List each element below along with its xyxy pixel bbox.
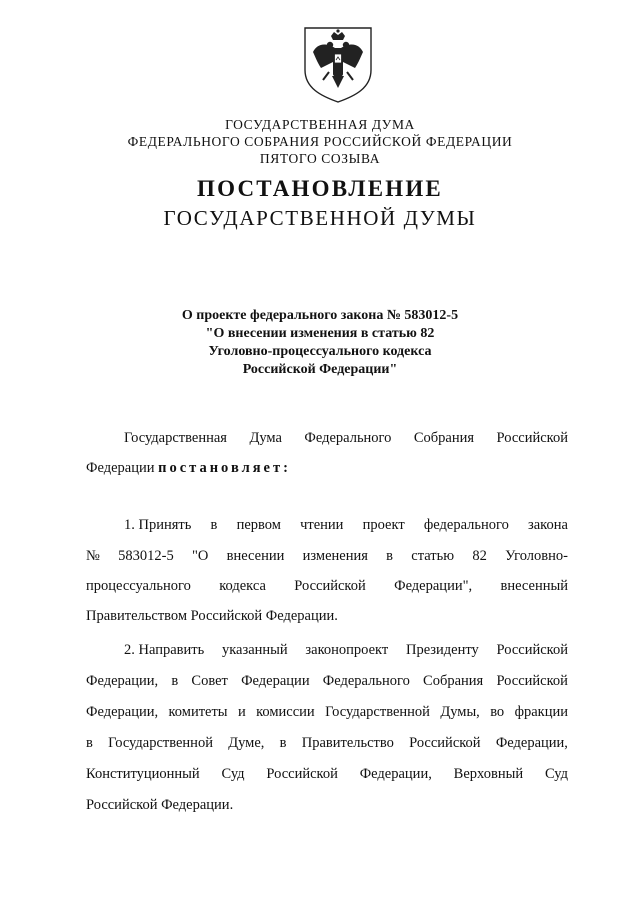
- word: Собрания: [413, 430, 475, 446]
- document-type-title: ПОСТАНОВЛЕНИЕ: [197, 176, 443, 201]
- org-name-line-2: ФЕДЕРАЛЬНОГО СОБРАНИЯ РОССИЙСКОЙ ФЕДЕРАЦИИ: [127, 134, 513, 149]
- word: процессуального: [86, 578, 191, 594]
- word: указанный: [221, 642, 288, 658]
- word: Федерации: [241, 673, 310, 689]
- word: закона: [528, 517, 568, 533]
- word: и: [237, 704, 246, 720]
- word: внесенный: [500, 578, 568, 594]
- word: Российской: [496, 673, 568, 689]
- subject-line-1: О проекте федерального закона № 583012-5: [181, 308, 459, 323]
- preamble-text: Федерации: [86, 460, 159, 476]
- preamble-line-2: [86, 459, 568, 477]
- word: изменения: [302, 548, 368, 564]
- clause-2-line-1: [124, 641, 568, 659]
- word: Государственной: [108, 735, 213, 751]
- clause-2-line-4: [86, 734, 568, 752]
- word: Федерации,: [495, 735, 568, 751]
- word: Государственная: [124, 430, 227, 446]
- clause-2-line-3: [86, 703, 568, 721]
- word: Собрания: [423, 673, 484, 689]
- word: 583012-5: [118, 548, 174, 564]
- word: в: [171, 673, 179, 689]
- coat-of-arms-icon: [299, 24, 377, 104]
- word: комиссии: [256, 704, 315, 720]
- word: в: [279, 735, 287, 751]
- word: федерального: [423, 517, 509, 533]
- word: Российской: [496, 642, 568, 658]
- org-convocation: ПЯТОГО СОЗЫВА: [259, 151, 381, 166]
- word: Российской: [496, 430, 568, 446]
- word: законопроект: [305, 642, 389, 658]
- word: Суд: [221, 766, 245, 782]
- word: комитеты: [168, 704, 228, 720]
- word: во: [490, 704, 505, 720]
- subject-line-2: "О внесении изменения в статью 82: [205, 326, 435, 341]
- clause-1-line-2: [86, 547, 568, 565]
- word: в: [210, 517, 218, 533]
- word: Федерации,: [86, 673, 159, 689]
- org-name-line-1: ГОСУДАРСТВЕННАЯ ДУМА: [225, 117, 415, 132]
- word: Дума: [249, 430, 282, 446]
- word: 2. Направить: [124, 642, 205, 658]
- word: Федерального: [322, 673, 410, 689]
- word: Совет: [191, 673, 228, 689]
- word: фракции: [514, 704, 568, 720]
- word: Федерации,: [86, 704, 159, 720]
- word: №: [86, 548, 100, 564]
- word: первом: [236, 517, 281, 533]
- word: Президенту: [405, 642, 479, 658]
- clause-1-line-3: [86, 577, 568, 595]
- word: в: [86, 735, 93, 751]
- word: в: [386, 548, 394, 564]
- decree-word: постановляет:: [158, 460, 291, 476]
- word: статью: [411, 548, 455, 564]
- preamble-line-1: [124, 429, 568, 447]
- word: 82: [472, 548, 487, 564]
- word: Думе,: [228, 735, 265, 751]
- word: 1. Принять: [124, 517, 192, 533]
- clause-2-line-2: [86, 672, 568, 690]
- word: Российской: [294, 578, 366, 594]
- word: Российской: [409, 735, 481, 751]
- word: Уголовно-: [505, 548, 568, 564]
- word: "О: [191, 548, 209, 564]
- clause-1-line-4: Правительством Российской Федерации.: [86, 608, 338, 624]
- word: внесении: [226, 548, 285, 564]
- word: Российской: [266, 766, 338, 782]
- word: Федерации",: [394, 578, 473, 594]
- word: кодекса: [219, 578, 266, 594]
- word: Федерального: [304, 430, 392, 446]
- subject-line-3: Уголовно-процессуального кодекса: [208, 344, 432, 359]
- word: Суд: [544, 766, 568, 782]
- clause-1-line-1: [124, 516, 568, 534]
- word: чтении: [300, 517, 344, 533]
- subject-line-4: Российской Федерации": [242, 362, 398, 377]
- word: Думы,: [440, 704, 480, 720]
- word: Верховный: [453, 766, 524, 782]
- word: Конституционный: [86, 766, 200, 782]
- clause-2-line-5: [86, 765, 568, 783]
- word: Правительство: [301, 735, 394, 751]
- clause-2-line-6: Российской Федерации.: [86, 797, 234, 813]
- word: Федерации,: [359, 766, 432, 782]
- word: проект: [362, 517, 405, 533]
- document-issuer: ГОСУДАРСТВЕННОЙ ДУМЫ: [163, 206, 477, 230]
- word: Государственной: [325, 704, 430, 720]
